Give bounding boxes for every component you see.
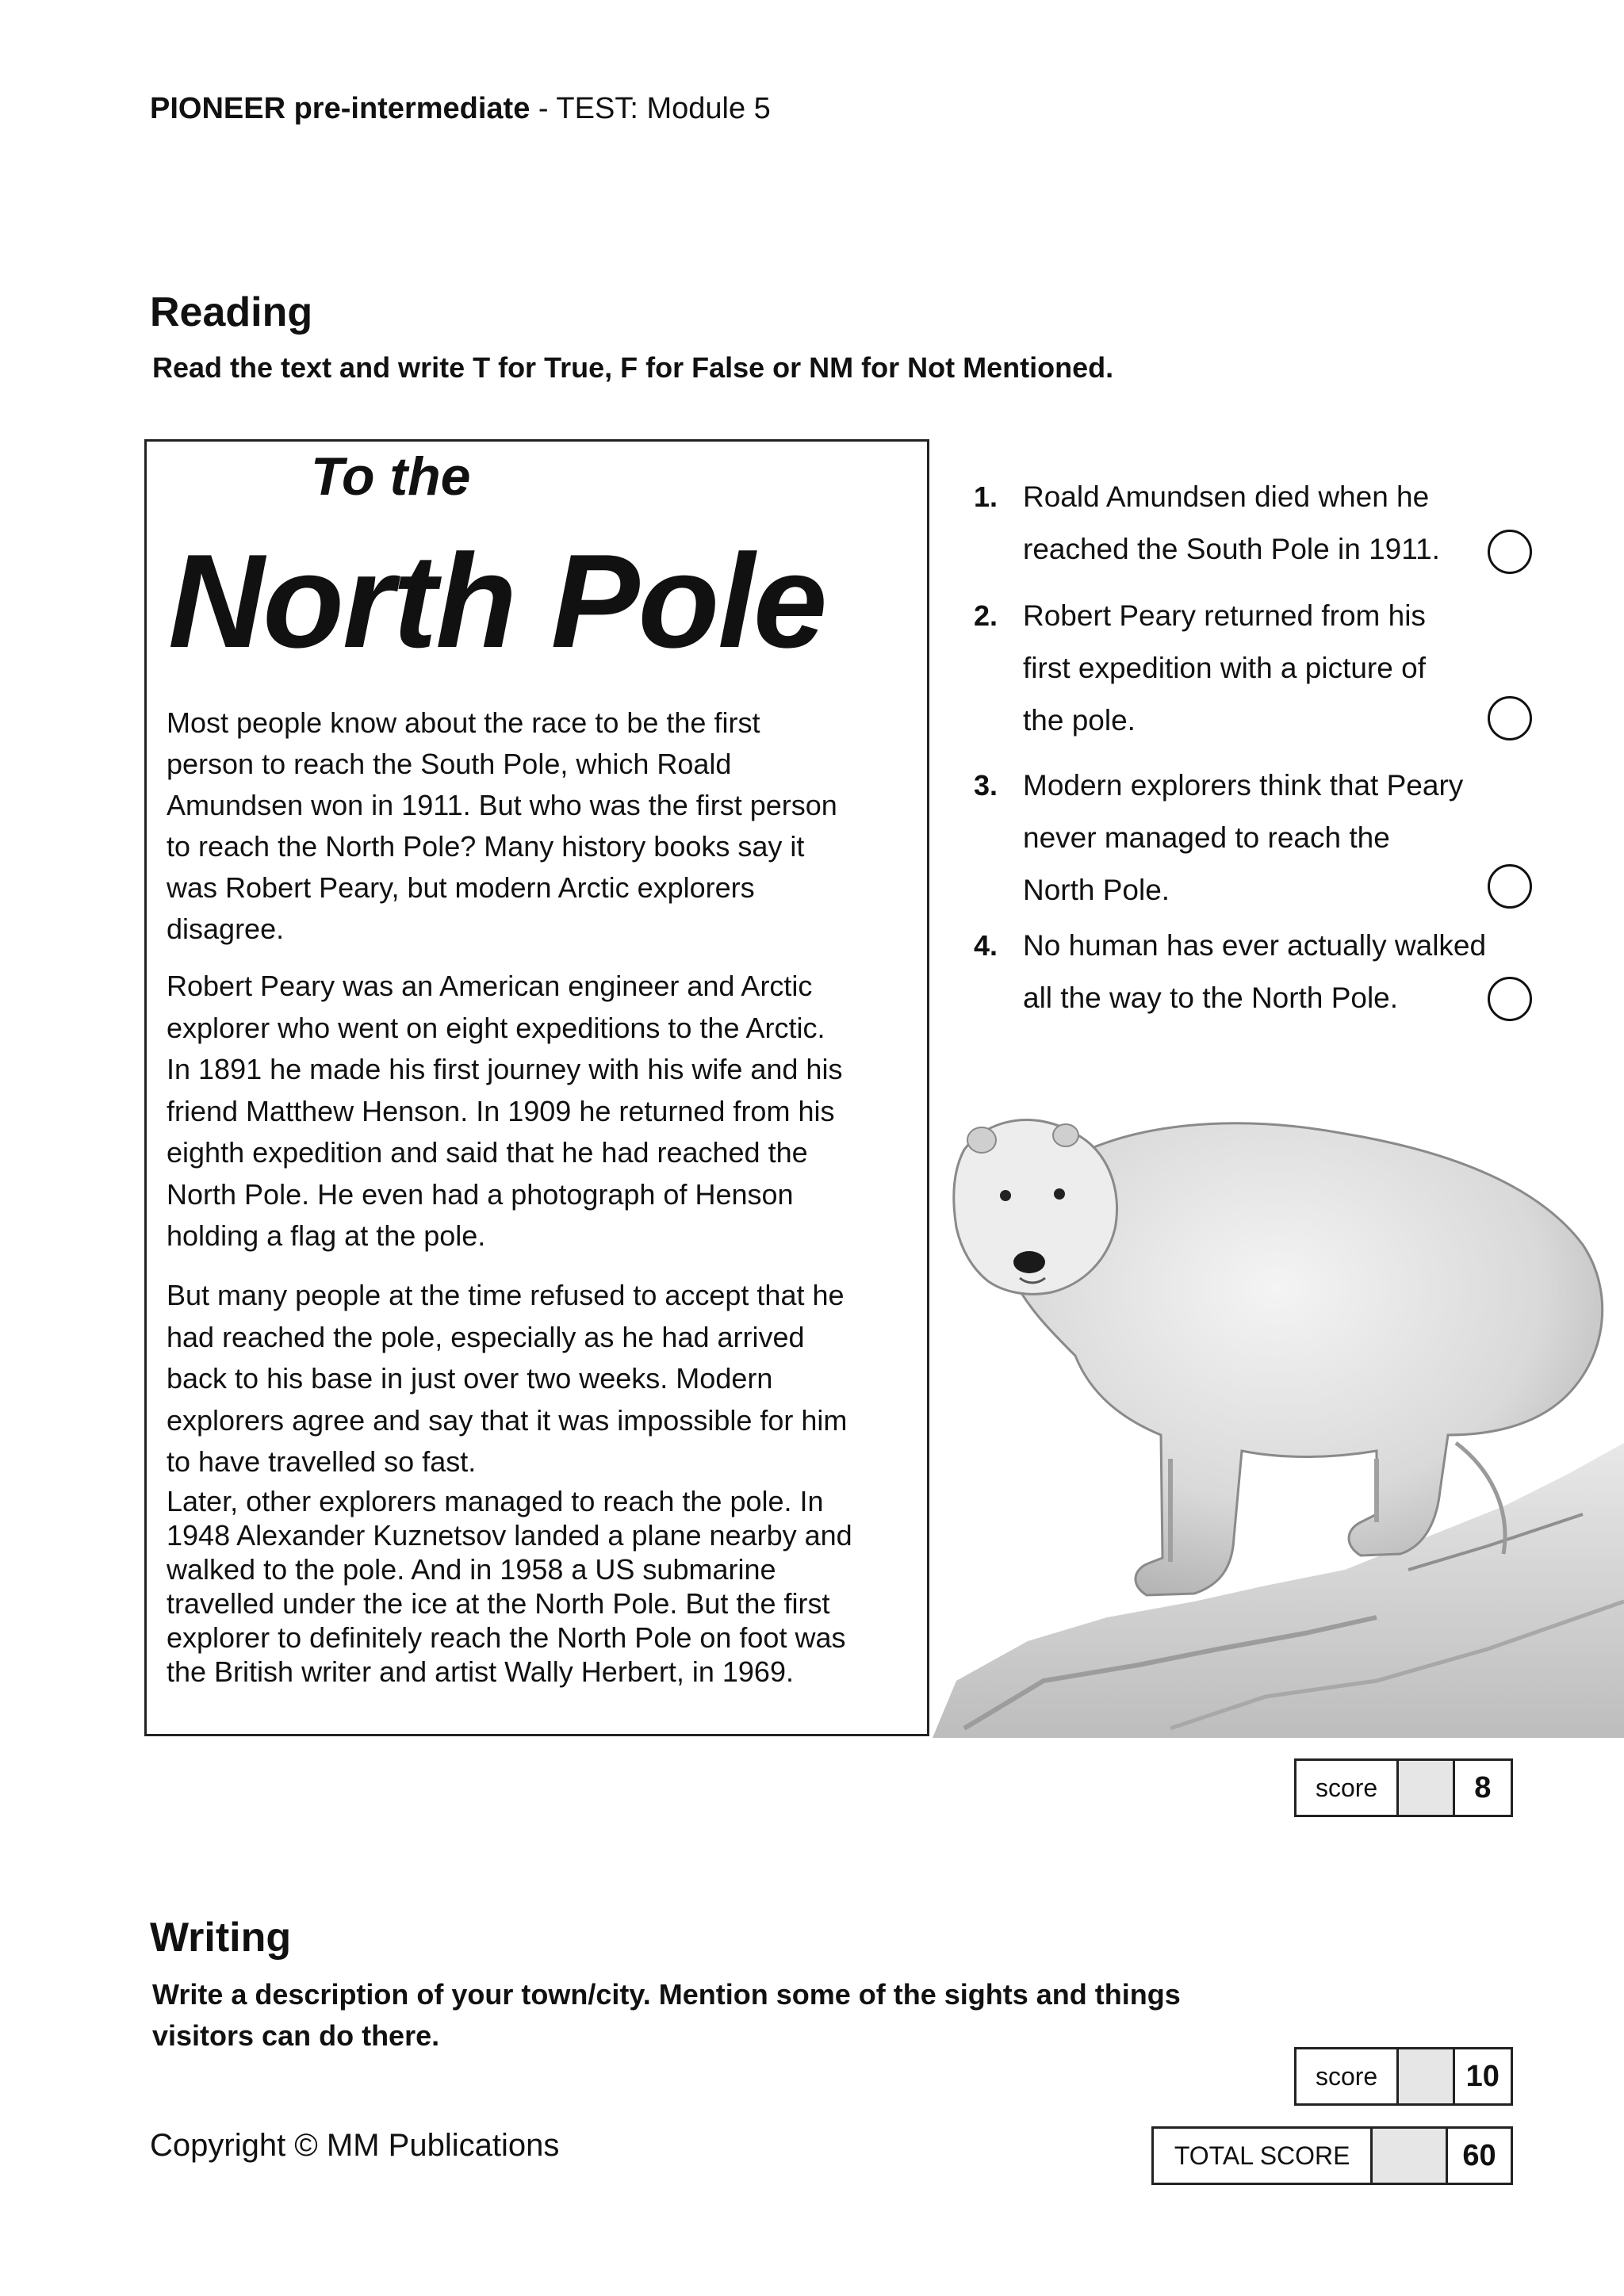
text-line: friend Matthew Henson. In 1909 he returned from his <box>167 1094 835 1127</box>
course-title: PIONEER pre-intermediate <box>150 92 530 125</box>
question-list <box>974 471 1545 1031</box>
question-number: 1. <box>974 480 998 513</box>
text-line: explorer to definitely reach the North Pole on foot was <box>167 1621 846 1654</box>
question-item <box>974 590 1545 760</box>
text-line: to have travelled so fast. <box>167 1445 477 1478</box>
text-line: person to reach the South Pole, which Roald <box>167 748 732 780</box>
writing-score-box <box>1294 2047 1513 2106</box>
text-line: North Pole. He even had a photograph of Henson <box>167 1177 794 1211</box>
text-line: holding a flag at the pole. <box>167 1219 486 1252</box>
total-score-input[interactable] <box>1373 2129 1448 2183</box>
question-number: 3. <box>974 769 998 802</box>
page-header <box>150 92 771 126</box>
text-line: Robert Peary returned from his <box>1023 599 1426 632</box>
text-line: the pole. <box>1023 704 1136 737</box>
total-score-label: TOTAL SCORE <box>1154 2129 1373 2183</box>
text-line: eighth expedition and said that he had reached the <box>167 1136 808 1169</box>
text-line: first expedition with a picture of <box>1023 652 1426 684</box>
question-item <box>974 471 1545 590</box>
text-line: walked to the pole. And in 1958 a US submarine <box>167 1553 776 1586</box>
text-line: North Pole. <box>1023 874 1170 906</box>
question-number: 4. <box>974 929 998 962</box>
text-line: visitors can do there. <box>152 2019 440 2052</box>
score-max: 10 <box>1465 2059 1500 2093</box>
text-line: explorer who went on eight expeditions to the Arctic. <box>167 1011 825 1044</box>
score-max: 8 <box>1474 1770 1492 1804</box>
question-number: 2. <box>974 599 998 632</box>
text-line: travelled under the ice at the North Pole. But the first <box>167 1587 830 1620</box>
text-line: Write a description of your town/city. Mention some of the sights and things <box>152 1978 1181 2011</box>
text-line: Later, other explorers managed to reach the pole. In <box>167 1485 824 1517</box>
text-line: Roald Amundsen died when he <box>1023 480 1430 513</box>
score-input[interactable] <box>1399 1761 1454 1815</box>
question-item <box>974 920 1545 1031</box>
score-label: score <box>1297 2049 1399 2103</box>
copyright: Copyright © MM Publications <box>150 2128 560 2163</box>
question-text <box>1023 471 1440 576</box>
question-text <box>1023 760 1463 916</box>
score-label: score <box>1297 1761 1399 1815</box>
article-paragraph-2 <box>167 966 909 1257</box>
article-title: North Pole <box>168 526 826 675</box>
text-line: In 1891 he made his first journey with his wife and his <box>167 1053 843 1085</box>
text-line: back to his base in just over two weeks. Modern <box>167 1362 773 1395</box>
reading-instruction: Read the text and write T for True, F for False or NM for Not Mentioned. <box>152 351 1114 384</box>
text-line: never managed to reach the <box>1023 821 1390 854</box>
total-score-box <box>1151 2126 1513 2185</box>
polar-bear-illustration <box>933 1094 1624 1738</box>
text-line: Most people know about the race to be the first <box>167 706 760 739</box>
question-text <box>1023 590 1426 747</box>
question-text <box>1023 920 1486 1024</box>
text-line: But many people at the time refused to accept that he <box>167 1279 845 1311</box>
article-paragraph-1 <box>167 702 896 950</box>
text-line: reached the South Pole in 1911. <box>1023 533 1440 565</box>
answer-circle-1[interactable] <box>1488 530 1532 574</box>
text-line: to reach the North Pole? Many history books say it <box>167 830 805 863</box>
writing-instruction <box>152 1974 1181 2057</box>
text-line: the British writer and artist Wally Herbert, in 1969. <box>167 1655 794 1688</box>
reading-score-box <box>1294 1758 1513 1817</box>
score-input[interactable] <box>1399 2049 1454 2103</box>
question-item <box>974 760 1545 920</box>
test-title: - TEST: Module 5 <box>530 92 771 125</box>
answer-circle-3[interactable] <box>1488 864 1532 909</box>
text-line: Amundsen won in 1911. But who was the first person <box>167 789 837 821</box>
writing-heading: Writing <box>150 1915 292 1961</box>
article-subtitle: To the <box>311 446 471 507</box>
text-line: was Robert Peary, but modern Arctic explorers <box>167 871 755 904</box>
article-paragraph-3 <box>167 1275 909 1483</box>
text-line: No human has ever actually walked <box>1023 929 1487 962</box>
reading-heading: Reading <box>150 289 313 335</box>
text-line: explorers agree and say that it was impossible for him <box>167 1403 848 1437</box>
answer-circle-4[interactable] <box>1488 977 1532 1021</box>
article-paragraph-4 <box>167 1484 909 1689</box>
text-line: Modern explorers think that Peary <box>1023 769 1464 802</box>
text-line: 1948 Alexander Kuznetsov landed a plane nearby and <box>167 1519 852 1552</box>
text-line: Robert Peary was an American engineer and Arctic <box>167 970 813 1002</box>
total-score-max: 60 <box>1462 2138 1496 2172</box>
text-line: had reached the pole, especially as he had arrived <box>167 1320 805 1353</box>
text-line: all the way to the North Pole. <box>1023 982 1399 1014</box>
text-line: disagree. <box>167 913 285 945</box>
answer-circle-2[interactable] <box>1488 696 1532 740</box>
